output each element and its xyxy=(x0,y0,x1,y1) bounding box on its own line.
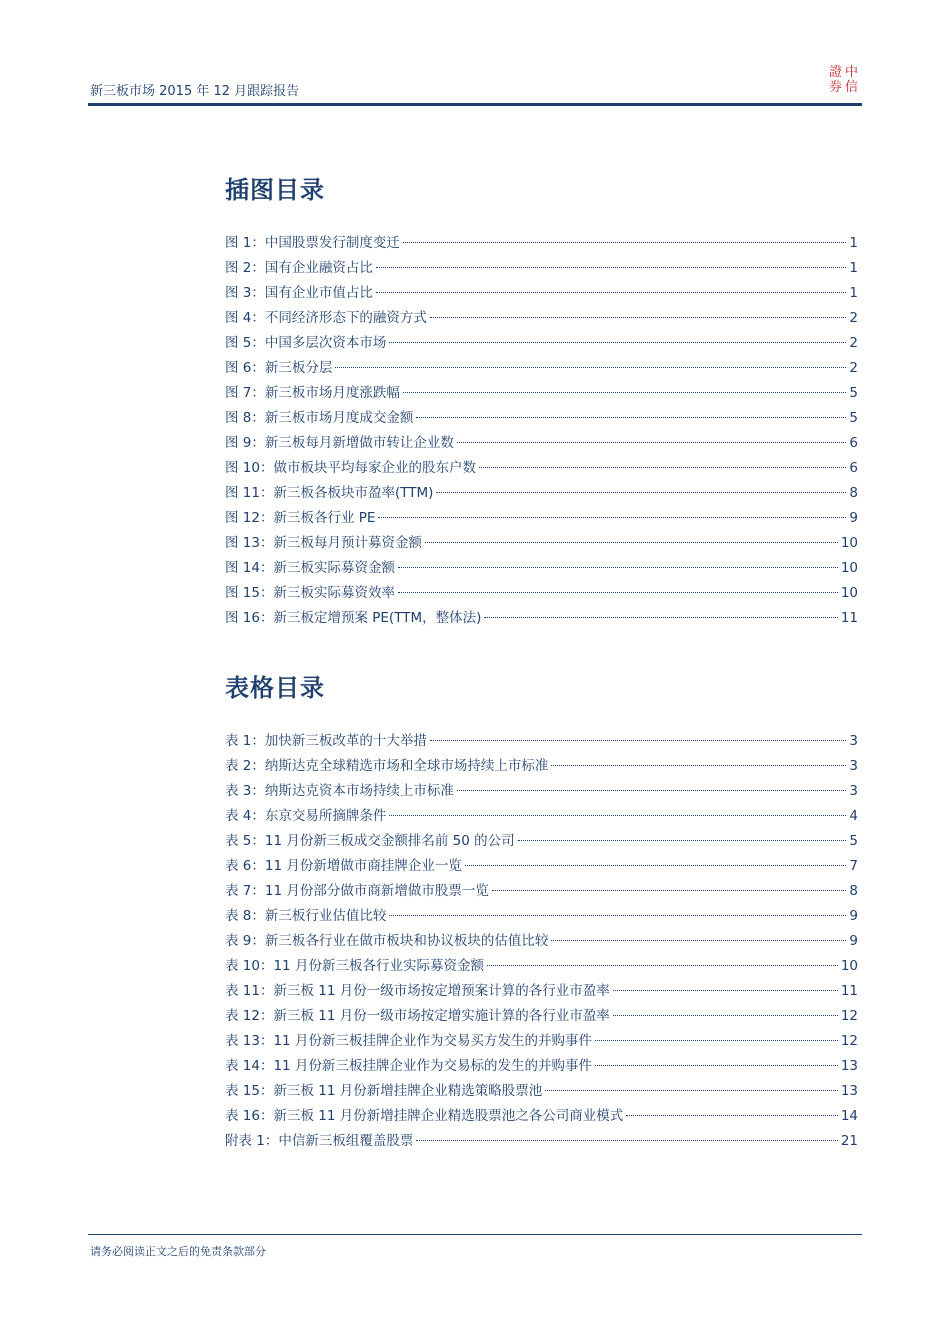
toc-dot-leader xyxy=(376,267,847,268)
toc-entry-page: 1 xyxy=(849,285,858,301)
logo-char: 券 xyxy=(829,80,843,95)
toc-entry-label: 图 16：新三板定增预案 PE(TTM，整体法) xyxy=(225,610,482,626)
toc-entry-label: 表 10：11 月份新三板各行业实际募资金额 xyxy=(225,958,484,974)
toc-entry[interactable] xyxy=(225,281,858,306)
toc-entry-label: 图 11：新三板各板块市盈率(TTM) xyxy=(225,485,434,501)
toc-entry-label: 表 14：11 月份新三板挂牌企业作为交易标的发生的并购事件 xyxy=(225,1058,592,1074)
toc-entry-label: 图 7：新三板市场月度涨跌幅 xyxy=(225,385,400,401)
toc-entry[interactable] xyxy=(225,556,858,581)
report-header-title: 新三板市场 2015 年 12 月跟踪报告 xyxy=(90,84,300,99)
toc-entry-page: 10 xyxy=(840,535,858,551)
toc-dot-leader xyxy=(492,890,847,891)
toc-dot-leader xyxy=(416,417,846,418)
toc-entry[interactable] xyxy=(225,606,858,631)
toc-entry-label: 表 2：纳斯达克全球精选市场和全球市场持续上市标准 xyxy=(225,758,549,774)
tables-toc-list xyxy=(225,729,858,1154)
toc-entry-label: 图 3：国有企业市值占比 xyxy=(225,285,373,301)
toc-entry[interactable] xyxy=(225,581,858,606)
toc-entry[interactable] xyxy=(225,904,858,929)
toc-entry-page: 12 xyxy=(840,1033,858,1049)
toc-entry-label: 表 3：纳斯达克资本市场持续上市标准 xyxy=(225,783,454,799)
toc-entry-label: 表 5：11 月份新三板成交金额排名前 50 的公司 xyxy=(225,833,515,849)
toc-entry-label: 图 6：新三板分层 xyxy=(225,360,333,376)
citic-securities-logo xyxy=(829,66,861,96)
toc-entry-page: 9 xyxy=(849,933,858,949)
toc-entry-page: 3 xyxy=(849,758,858,774)
toc-entry-label: 图 14：新三板实际募资金额 xyxy=(225,560,395,576)
toc-entry-page: 2 xyxy=(849,310,858,326)
toc-entry[interactable] xyxy=(225,406,858,431)
toc-dot-leader xyxy=(551,940,846,941)
toc-dot-leader xyxy=(613,990,838,991)
toc-entry-page: 7 xyxy=(849,858,858,874)
toc-dot-leader xyxy=(430,740,847,741)
toc-dot-leader xyxy=(436,492,846,493)
toc-entry[interactable] xyxy=(225,804,858,829)
toc-dot-leader xyxy=(595,1065,838,1066)
toc-entry[interactable] xyxy=(225,1004,858,1029)
toc-entry[interactable] xyxy=(225,1054,858,1079)
toc-dot-leader xyxy=(403,242,847,243)
toc-dot-leader xyxy=(430,317,847,318)
toc-entry-label: 表 12：新三板 11 月份一级市场按定增实施计算的各行业市盈率 xyxy=(225,1008,610,1024)
toc-entry-label: 表 8：新三板行业估值比较 xyxy=(225,908,387,924)
toc-entry-page: 14 xyxy=(840,1108,858,1124)
toc-entry-page: 3 xyxy=(849,783,858,799)
toc-entry-page: 1 xyxy=(849,235,858,251)
toc-entry[interactable] xyxy=(225,256,858,281)
figures-toc-list xyxy=(225,231,858,631)
toc-entry-label: 附表 1：中信新三板组覆盖股票 xyxy=(225,1133,414,1149)
toc-entry-label: 表 7：11 月份部分做市商新增做市股票一览 xyxy=(225,883,489,899)
toc-entry-label: 图 1：中国股票发行制度变迁 xyxy=(225,235,400,251)
toc-dot-leader xyxy=(613,1015,838,1016)
toc-entry-label: 图 4：不同经济形态下的融资方式 xyxy=(225,310,427,326)
toc-entry-label: 表 4：东京交易所摘牌条件 xyxy=(225,808,387,824)
toc-dot-leader xyxy=(376,292,847,293)
toc-entry-label: 表 11：新三板 11 月份一级市场按定增预案计算的各行业市盈率 xyxy=(225,983,610,999)
toc-entry[interactable] xyxy=(225,754,858,779)
toc-entry[interactable] xyxy=(225,1029,858,1054)
toc-entry-label: 图 8：新三板市场月度成交金额 xyxy=(225,410,414,426)
disclaimer-note: 请务必阅读正文之后的免责条款部分 xyxy=(90,1245,266,1258)
toc-dot-leader xyxy=(398,592,838,593)
toc-dot-leader xyxy=(389,815,846,816)
toc-entry[interactable] xyxy=(225,331,858,356)
toc-entry[interactable] xyxy=(225,231,858,256)
toc-entry-label: 图 2：国有企业融资占比 xyxy=(225,260,373,276)
toc-dot-leader xyxy=(425,542,838,543)
toc-entry-label: 图 12：新三板各行业 PE xyxy=(225,510,376,526)
toc-dot-leader xyxy=(551,765,846,766)
toc-entry-page: 9 xyxy=(849,510,858,526)
toc-entry[interactable] xyxy=(225,506,858,531)
toc-entry-page: 5 xyxy=(849,410,858,426)
toc-entry[interactable] xyxy=(225,1129,858,1154)
toc-dot-leader xyxy=(416,1140,837,1141)
toc-entry-page: 13 xyxy=(840,1083,858,1099)
toc-entry-page: 2 xyxy=(849,360,858,376)
toc-entry[interactable] xyxy=(225,456,858,481)
toc-entry[interactable] xyxy=(225,954,858,979)
toc-entry-page: 13 xyxy=(840,1058,858,1074)
toc-dot-leader xyxy=(484,617,837,618)
toc-entry-page: 2 xyxy=(849,335,858,351)
toc-entry[interactable] xyxy=(225,779,858,804)
toc-entry[interactable] xyxy=(225,1104,858,1129)
toc-entry-label: 图 9：新三板每月新增做市转让企业数 xyxy=(225,435,454,451)
toc-entry-page: 11 xyxy=(840,983,858,999)
toc-dot-leader xyxy=(403,392,847,393)
toc-entry-page: 12 xyxy=(840,1008,858,1024)
toc-dot-leader xyxy=(626,1115,838,1116)
toc-entry-page: 5 xyxy=(849,833,858,849)
toc-entry-page: 9 xyxy=(849,908,858,924)
toc-dot-leader xyxy=(389,342,846,343)
toc-entry[interactable] xyxy=(225,381,858,406)
toc-entry-page: 6 xyxy=(849,460,858,476)
toc-entry[interactable] xyxy=(225,929,858,954)
toc-dot-leader xyxy=(595,1040,838,1041)
toc-dot-leader xyxy=(457,442,847,443)
toc-entry-label: 表 16：新三板 11 月份新增挂牌企业精选股票池之各公司商业模式 xyxy=(225,1108,624,1124)
toc-entry-page: 8 xyxy=(849,883,858,899)
toc-dot-leader xyxy=(518,840,847,841)
toc-dot-leader xyxy=(545,1090,838,1091)
toc-dot-leader xyxy=(487,965,838,966)
toc-entry-page: 21 xyxy=(840,1133,858,1149)
toc-entry[interactable] xyxy=(225,1079,858,1104)
header-divider xyxy=(88,103,862,106)
toc-entry[interactable] xyxy=(225,729,858,754)
logo-char: 信 xyxy=(845,80,859,95)
toc-entry-label: 图 5：中国多层次资本市场 xyxy=(225,335,387,351)
toc-entry-page: 3 xyxy=(849,733,858,749)
toc-entry-page: 1 xyxy=(849,260,858,276)
toc-entry-label: 表 1：加快新三板改革的十大举措 xyxy=(225,733,427,749)
toc-entry-page: 4 xyxy=(849,808,858,824)
toc-dot-leader xyxy=(378,517,846,518)
toc-entry[interactable] xyxy=(225,979,858,1004)
logo-char: 中 xyxy=(845,65,859,80)
footer-divider xyxy=(88,1234,862,1235)
toc-entry-page: 6 xyxy=(849,435,858,451)
toc-entry[interactable] xyxy=(225,431,858,456)
figures-section-title: 插图目录 xyxy=(225,176,325,204)
toc-dot-leader xyxy=(465,865,847,866)
toc-dot-leader xyxy=(479,467,846,468)
toc-entry-label: 表 15：新三板 11 月份新增挂牌企业精选策略股票池 xyxy=(225,1083,543,1099)
toc-dot-leader xyxy=(389,915,846,916)
toc-dot-leader xyxy=(398,567,838,568)
toc-entry[interactable] xyxy=(225,854,858,879)
toc-entry-page: 11 xyxy=(840,610,858,626)
toc-entry[interactable] xyxy=(225,829,858,854)
toc-entry-page: 10 xyxy=(840,958,858,974)
toc-entry[interactable] xyxy=(225,481,858,506)
toc-entry[interactable] xyxy=(225,306,858,331)
toc-entry-page: 5 xyxy=(849,385,858,401)
logo-char: 證 xyxy=(829,65,843,80)
toc-entry-label: 图 15：新三板实际募资效率 xyxy=(225,585,395,601)
toc-entry-page: 10 xyxy=(840,585,858,601)
toc-dot-leader xyxy=(457,790,847,791)
toc-entry-label: 图 10：做市板块平均每家企业的股东户数 xyxy=(225,460,476,476)
toc-entry-label: 表 6：11 月份新增做市商挂牌企业一览 xyxy=(225,858,462,874)
toc-entry-page: 10 xyxy=(840,560,858,576)
toc-entry[interactable] xyxy=(225,879,858,904)
toc-entry-page: 8 xyxy=(849,485,858,501)
toc-entry[interactable] xyxy=(225,356,858,381)
toc-dot-leader xyxy=(335,367,846,368)
toc-entry-label: 表 9：新三板各行业在做市板块和协议板块的估值比较 xyxy=(225,933,549,949)
toc-entry-label: 表 13：11 月份新三板挂牌企业作为交易买方发生的并购事件 xyxy=(225,1033,592,1049)
tables-section-title: 表格目录 xyxy=(225,674,325,702)
toc-entry-label: 图 13：新三板每月预计募资金额 xyxy=(225,535,422,551)
toc-entry[interactable] xyxy=(225,531,858,556)
